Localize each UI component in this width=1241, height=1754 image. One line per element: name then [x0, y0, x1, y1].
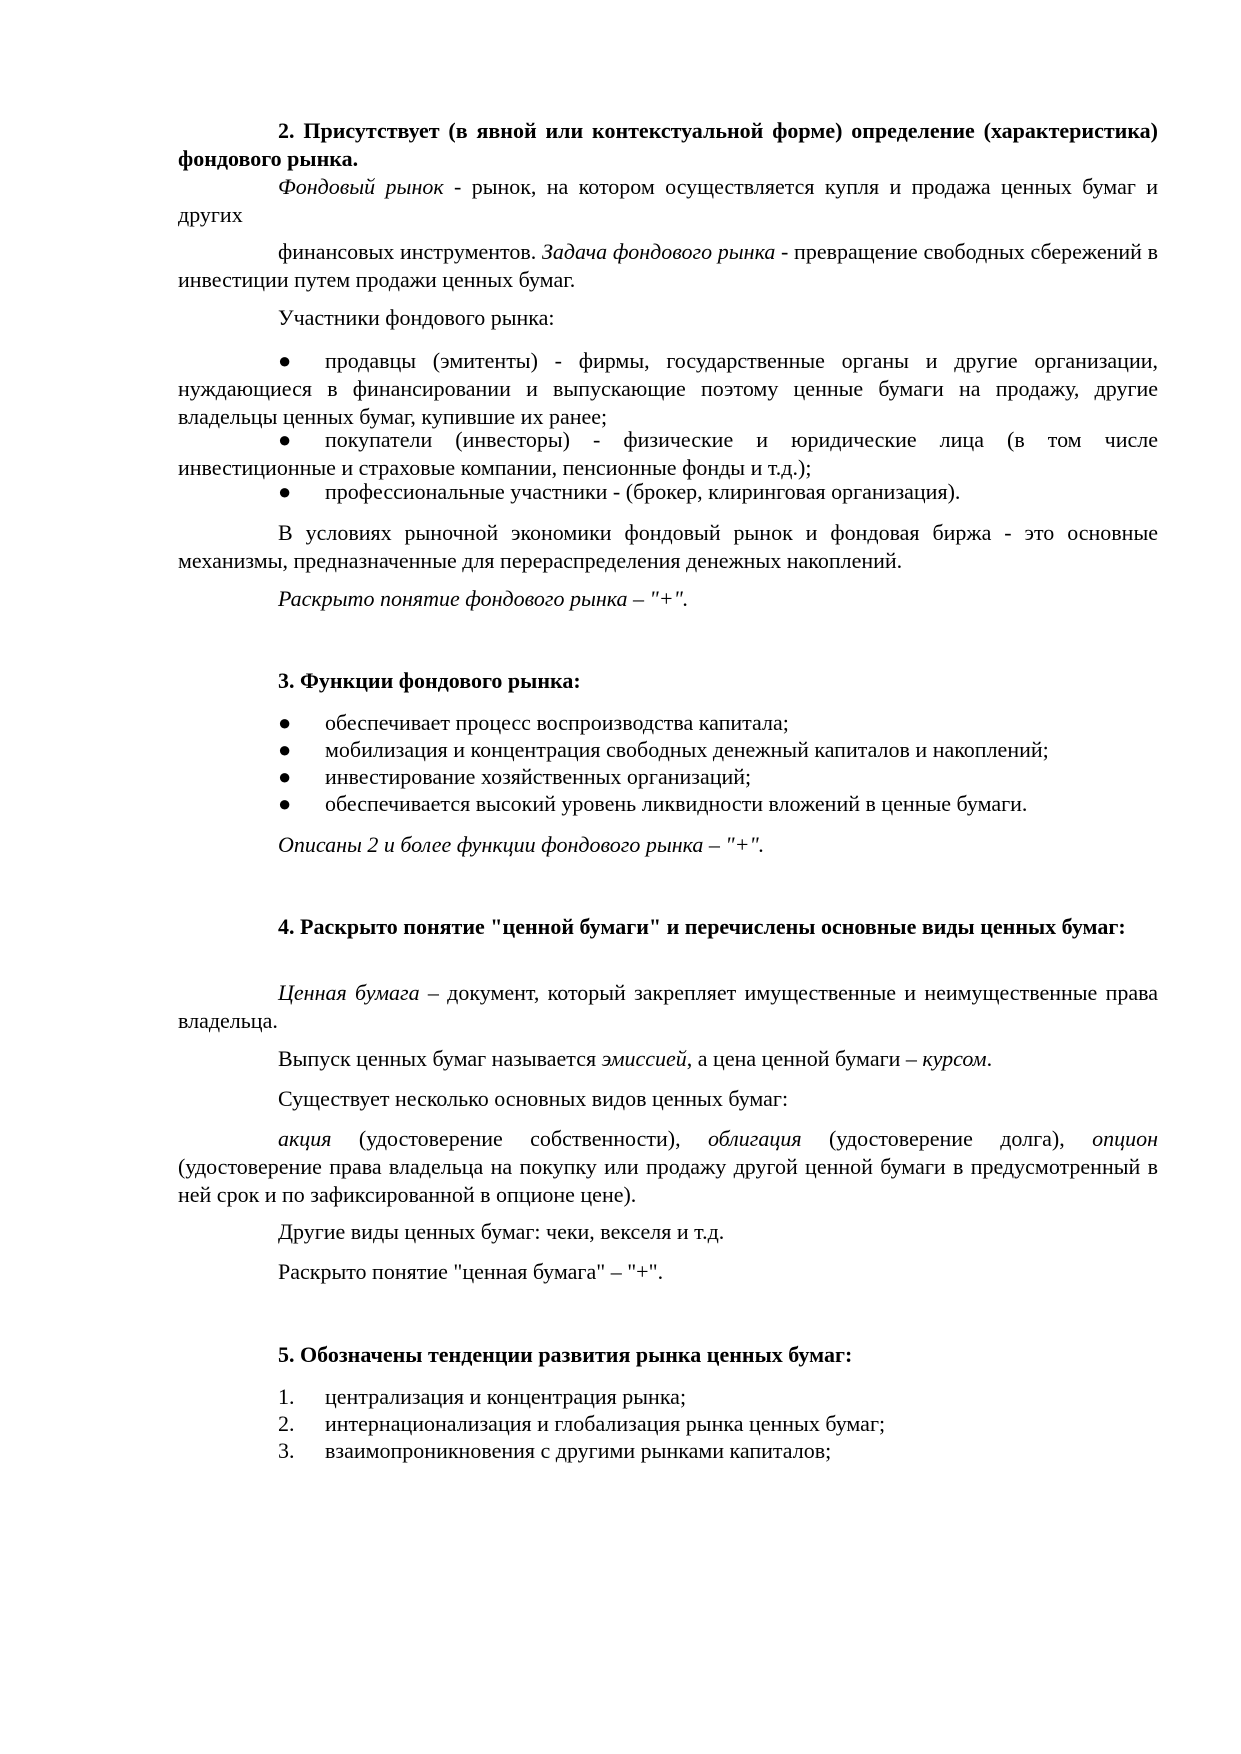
section-2-heading: 2. Присутствует (в явной или контекстуальной форме) определение (характеристика) фондового рынка. [178, 118, 1158, 171]
list-item-text: профессиональные участники - (брокер, клиринговая организация). [325, 479, 961, 504]
list-item-text: взаимопроникновения с другими рынками капиталов; [325, 1438, 832, 1463]
list-item [178, 763, 1158, 791]
text-fragment: (удостоверение собственности), [331, 1126, 708, 1151]
list-number: 1. [278, 1384, 295, 1409]
section-4-paragraph-4 [178, 1125, 1158, 1209]
list-item [178, 1383, 1158, 1411]
section-2-paragraph-2-text: - превращение свободных сбережений в инвестиции путем продажи ценных бумаг. [178, 239, 1158, 292]
list-item [178, 478, 1158, 506]
list-item-text: продавцы (эмитенты) - фирмы, государственные органы и другие организации, нуждающиеся в финансировании и выпускающие поэтому ценные бумаги на продажу, другие владельцы ценных бумаг, купившие их ранее; [178, 348, 1158, 429]
list-item-text: мобилизация и концентрация свободных денежный капиталов и накоплений; [325, 737, 1049, 762]
section-2-paragraph-2-lead: финансовых инструментов. [278, 239, 542, 264]
text-fragment: Выпуск ценных бумаг называется [278, 1046, 602, 1071]
list-item [178, 347, 1158, 431]
section-2-paragraph-1 [178, 173, 1158, 229]
bullet-icon: ● [278, 710, 292, 735]
section-3-criterion: Описаны 2 и более функции фондового рынка – "+". [278, 832, 765, 857]
list-item [178, 790, 1158, 818]
list-item [178, 709, 1158, 737]
bullet-icon: ● [278, 348, 292, 373]
bullet-icon: ● [278, 427, 292, 452]
bullet-icon: ● [278, 791, 292, 816]
term-share: акция [278, 1126, 332, 1151]
bullet-icon: ● [278, 479, 292, 504]
list-item-text: инвестирование хозяйственных организаций; [325, 764, 752, 789]
section-5-heading: 5. Обозначены тенденции развития рынка ценных бумаг: [278, 1342, 853, 1367]
participants-title: Участники фондового рынка: [278, 305, 555, 330]
text-fragment: , а цена ценной бумаги – [686, 1046, 923, 1071]
term-option: опцион [1092, 1126, 1158, 1151]
section-2-paragraph-2 [178, 238, 1158, 294]
section-2-paragraph-3: В условиях рыночной экономики фондовый рынок и фондовая биржа - это основные механизмы, предназначенные для перераспределения денежных накоплений. [178, 520, 1158, 573]
section-4-paragraph-3: Существует несколько основных видов ценных бумаг: [278, 1086, 789, 1111]
list-item-text: интернационализация и глобализация рынка ценных бумаг; [325, 1411, 886, 1436]
section-4-paragraph-1-text: – документ, который закрепляет имущественные и неимущественные права владельца. [178, 980, 1158, 1033]
term-emission: эмиссией [601, 1046, 687, 1071]
list-item [178, 1410, 1158, 1438]
list-number: 2. [278, 1411, 295, 1436]
text-fragment: (удостоверение права владельца на покупку или продажу другой ценной бумаги в предусмотренный в ней срок и по зафиксированной в опционе цене). [178, 1154, 1158, 1207]
list-item-text: обеспечивается высокий уровень ликвидности вложений в ценные бумаги. [325, 791, 1028, 816]
list-item-text: обеспечивает процесс воспроизводства капитала; [325, 710, 789, 735]
section-4-paragraph-5: Другие виды ценных бумаг: чеки, векселя и т.д. [278, 1219, 725, 1244]
bullet-icon: ● [278, 737, 292, 762]
term-bond: облигация [707, 1126, 802, 1151]
section-4-criterion: Раскрыто понятие "ценная бумага" – "+". [278, 1259, 664, 1284]
section-4-paragraph-1 [178, 979, 1158, 1035]
term-rate: курсом [922, 1046, 987, 1071]
text-fragment: . [986, 1046, 993, 1071]
section-2-paragraph-1-text: - рынок, на котором осуществляется купля и продажа ценных бумаг и других [178, 174, 1158, 227]
list-item [178, 1437, 1158, 1465]
term-security: Ценная бумага [278, 980, 420, 1005]
bullet-icon: ● [278, 764, 292, 789]
term-stock-market-task: Задача фондового рынка [541, 239, 776, 264]
section-3-heading: 3. Функции фондового рынка: [278, 668, 581, 693]
list-number: 3. [278, 1438, 295, 1463]
section-2-criterion: Раскрыто понятие фондового рынка – "+". [278, 586, 689, 611]
section-4-heading: 4. Раскрыто понятие "ценной бумаги" и перечислены основные виды ценных бумаг: [278, 914, 1126, 939]
list-item-text: покупатели (инвесторы) - физические и юридические лица (в том числе инвестиционные и страховые компании, пенсионные фонды и т.д.); [178, 427, 1158, 480]
section-4-paragraph-2 [178, 1045, 1158, 1073]
term-stock-market: Фондовый рынок [278, 174, 444, 199]
list-item-text: централизация и концентрация рынка; [325, 1384, 687, 1409]
list-item [178, 426, 1158, 482]
list-item [178, 736, 1158, 764]
text-fragment: (удостоверение долга), [801, 1126, 1093, 1151]
